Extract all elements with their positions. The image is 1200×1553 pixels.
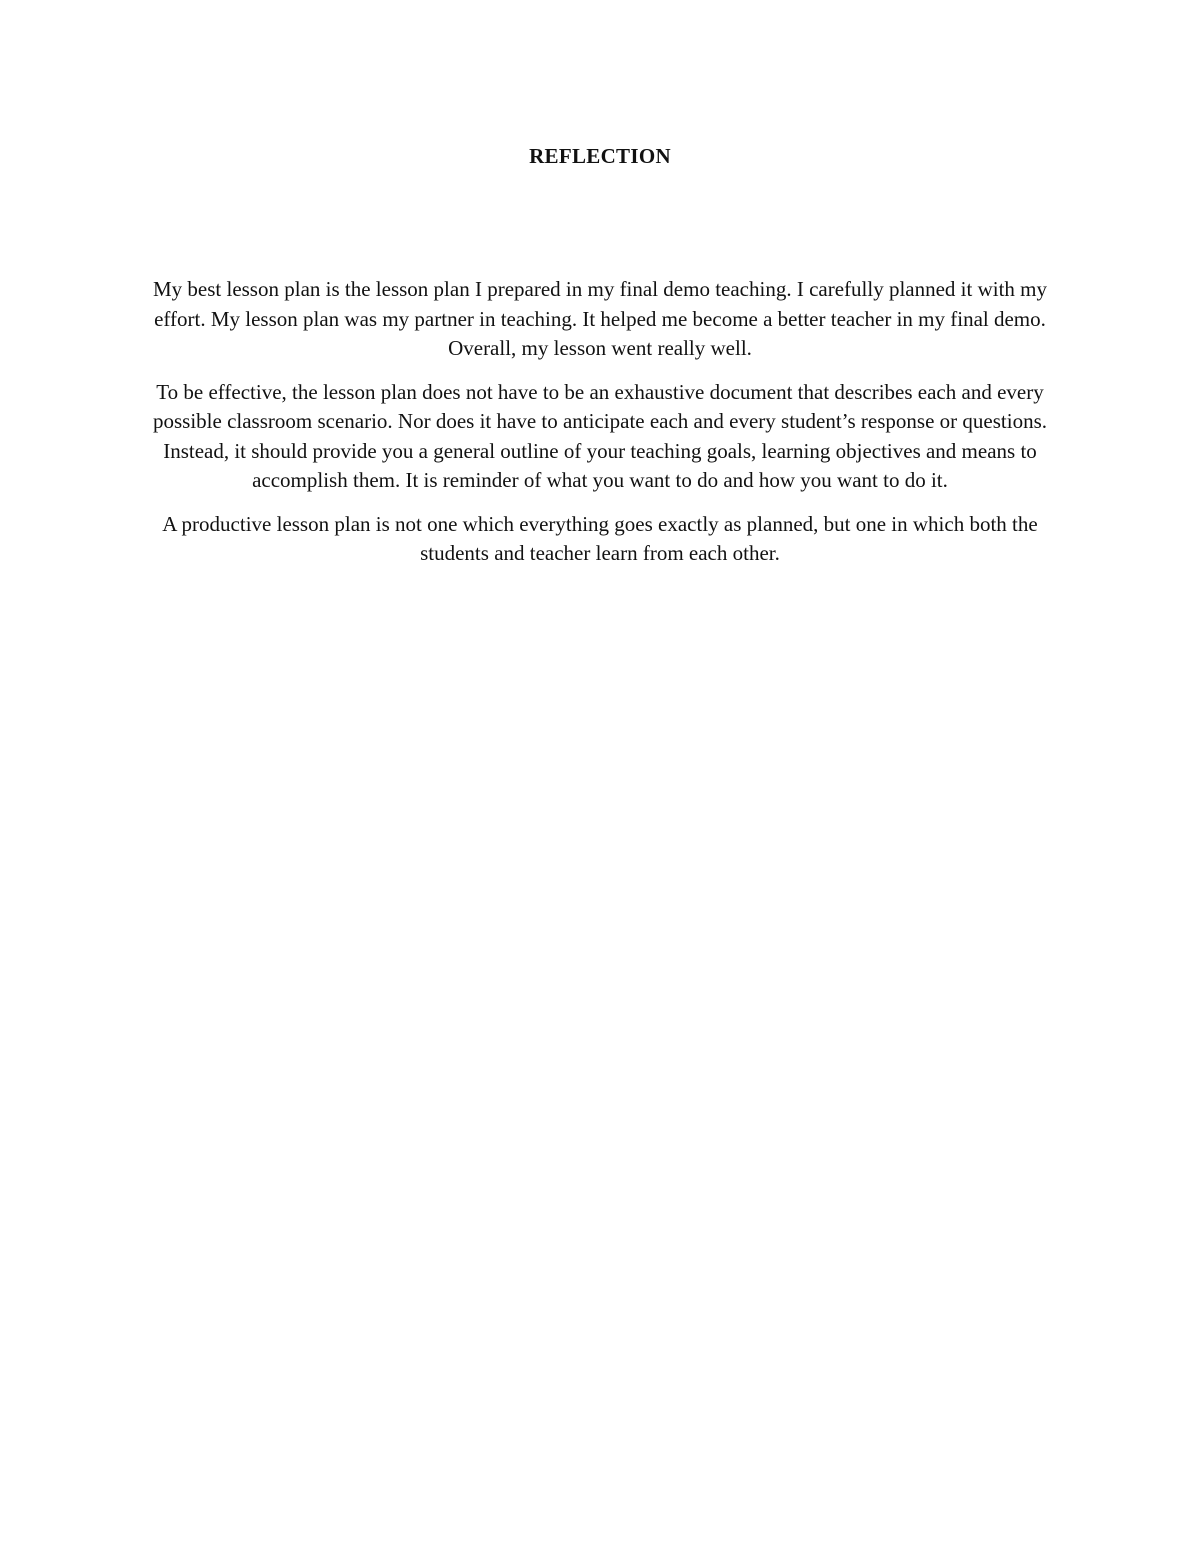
document-body	[140, 275, 1060, 583]
paragraph-effective-lesson-plan: To be effective, the lesson plan does not have to be an exhaustive document that describes each and every possible classroom scenario. Nor does it have to anticipate each and every student’s response or questions. Instead, it should provide you a general outline of your teaching goals, learning objectives and means to accomplish them. It is reminder of what you want to do and how you want to do it.	[152, 379, 1047, 492]
document-title: REFLECTION	[529, 144, 671, 168]
paragraph-productive-lesson-plan: A productive lesson plan is not one which everything goes exactly as planned, but one in which both the students and teacher learn from each other.	[162, 511, 1038, 565]
paragraph-best-lesson-plan: My best lesson plan is the lesson plan I prepared in my final demo teaching. I carefully planned it with my effort. My lesson plan was my partner in teaching. It helped me become a better teacher in my final demo. Overall, my lesson went really well.	[152, 277, 1048, 360]
